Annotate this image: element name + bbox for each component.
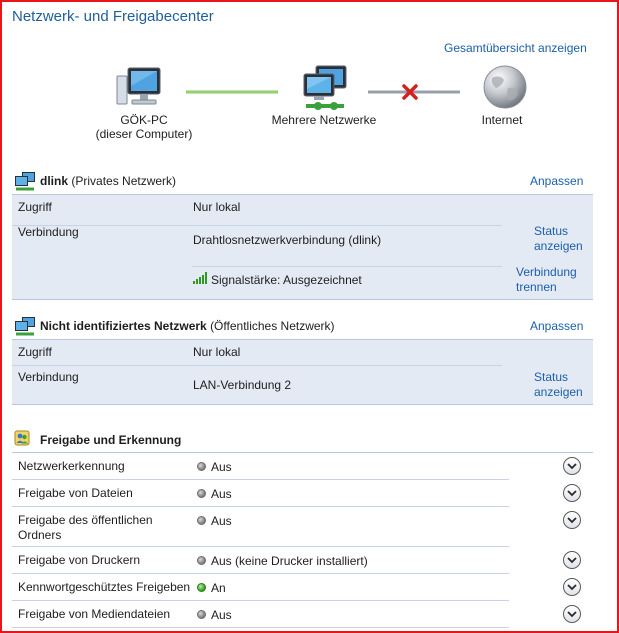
network-2-connection-link[interactable]: LAN-Verbindung 2: [193, 378, 292, 392]
network-1-access-label: Zugriff: [18, 200, 52, 214]
network-2-status-link-line-1: Status: [534, 370, 569, 384]
computer-name: GÖK-PC: [120, 113, 168, 127]
sharing-row-label: Kennwortgeschütztes Freigeben: [18, 580, 191, 594]
expand-chevron-icon[interactable]: [563, 457, 581, 475]
expand-chevron-icon[interactable]: [563, 578, 581, 596]
expand-chevron-icon[interactable]: [563, 605, 581, 623]
network-1-disconnect-line-2: trennen: [516, 280, 557, 294]
sharing-row-label-line-1: Freigabe des öffentlichen: [18, 513, 153, 527]
row-divider: [12, 546, 509, 547]
computer-icon[interactable]: [114, 64, 164, 110]
row-divider: [12, 627, 509, 628]
row-divider: [12, 600, 509, 601]
row-divider: [12, 365, 502, 366]
status-off-icon: [197, 489, 206, 498]
network-2-access-value: Nur lokal: [193, 345, 241, 359]
sharing-section-top-border: [12, 452, 593, 453]
sharing-icon: [14, 430, 30, 446]
network-2-customize-link[interactable]: Anpassen: [530, 319, 584, 333]
row-divider: [192, 266, 502, 267]
signal-strength-icon: [193, 272, 209, 284]
network-2-type: (Öffentliches Netzwerk): [210, 319, 335, 333]
network-1-customize-link[interactable]: Anpassen: [530, 174, 584, 188]
row-divider: [12, 225, 502, 226]
status-off-icon: [197, 610, 206, 619]
sharing-row-label: Freigabe von Mediendateien: [18, 607, 171, 621]
network-1-signal-text: Signalstärke: Ausgezeichnet: [211, 273, 362, 287]
status-off-icon: [197, 516, 206, 525]
expand-chevron-icon[interactable]: [563, 484, 581, 502]
multiple-networks-label: Mehrere Netzwerke: [271, 113, 377, 127]
network-bench-icon: [14, 171, 36, 191]
network-1-status-link[interactable]: [534, 224, 583, 254]
connection-line-ok: [186, 90, 278, 94]
network-1-status-link-line-2: anzeigen: [534, 239, 583, 253]
sharing-row-label: Freigabe von Druckern: [18, 553, 141, 567]
network-1-access-value: Nur lokal: [193, 200, 241, 214]
expand-chevron-icon[interactable]: [563, 551, 581, 569]
network-2-connection-label: Verbindung: [18, 370, 79, 384]
page-title: Netzwerk- und Freigabecenter: [12, 8, 214, 25]
network-2-title: [40, 319, 335, 333]
sharing-row-value: Aus (keine Drucker installiert): [211, 554, 368, 568]
network-2-access-label: Zugriff: [18, 345, 52, 359]
network-2-name: Nicht identifiziertes Netzwerk: [40, 319, 207, 333]
network-1-name: dlink: [40, 174, 69, 188]
network-1-disconnect-link[interactable]: [516, 265, 577, 295]
sharing-row-value: Aus: [211, 460, 232, 474]
sharing-row-label: [18, 513, 153, 543]
sharing-row-value: Aus: [211, 514, 232, 528]
sharing-row-label: Freigabe von Dateien: [18, 486, 133, 500]
status-off-icon: [197, 556, 206, 565]
row-divider: [12, 506, 509, 507]
computer-subtitle: (dieser Computer): [95, 127, 193, 141]
sharing-row-value: An: [211, 581, 226, 595]
sharing-section-title: Freigabe und Erkennung: [40, 433, 182, 447]
internet-globe-icon[interactable]: [482, 64, 528, 110]
row-divider: [12, 573, 509, 574]
full-map-link[interactable]: Gesamtübersicht anzeigen: [444, 41, 587, 55]
network-2-status-link-line-2: anzeigen: [534, 385, 583, 399]
internet-label: Internet: [481, 113, 523, 127]
expand-chevron-icon[interactable]: [563, 511, 581, 529]
network-2-panel: [12, 339, 593, 405]
sharing-row-value: Aus: [211, 487, 232, 501]
multiple-networks-icon[interactable]: [298, 64, 352, 112]
network-1-status-link-line-1: Status: [534, 224, 569, 238]
status-off-icon: [197, 462, 206, 471]
sharing-row-label: Netzwerkerkennung: [18, 459, 125, 473]
sharing-row-label-line-2: Ordners: [18, 528, 62, 542]
network-1-disconnect-line-1: Verbindung: [516, 265, 577, 279]
network-1-type: (Privates Netzwerk): [71, 174, 177, 188]
network-2-status-link[interactable]: [534, 370, 583, 400]
network-1-title: [40, 174, 176, 188]
row-divider: [12, 479, 509, 480]
status-on-icon: [197, 583, 206, 592]
network-bench-icon: [14, 316, 36, 336]
network-1-connection-link[interactable]: Drahtlosnetzwerkverbindung (dlink): [193, 233, 382, 247]
no-connection-x-icon: [402, 84, 418, 100]
network-1-connection-label: Verbindung: [18, 225, 79, 239]
sharing-row-value: Aus: [211, 608, 232, 622]
